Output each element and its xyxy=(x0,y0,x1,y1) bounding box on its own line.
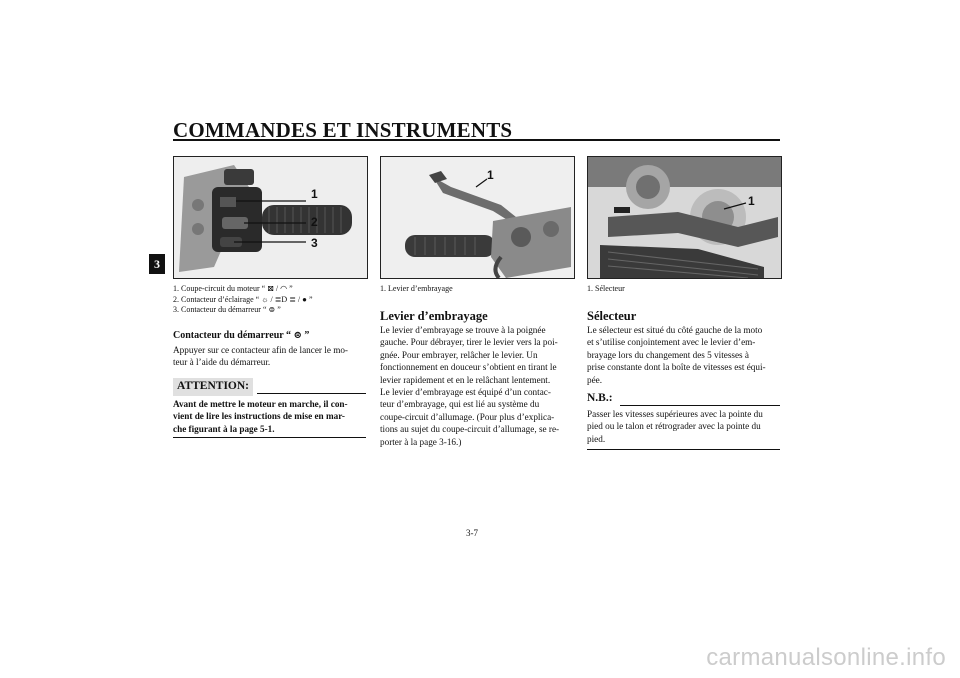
nb-label: N.B.: xyxy=(587,392,613,404)
page-number: 3-7 xyxy=(466,528,478,538)
handlebar-switches-illustration xyxy=(174,157,367,278)
clutch-body-text: Le levier d’embrayage se trouve à la poignée gauche. Pour débrayer, tirer le levier vers la poi- gnée. Pour embrayer, relâcher le levier. Un fonctionnement en douceur s’obtient en tirant le levier rapidement et en le relâchant lentement. Le levier d’embrayage est équipé d’un contac- teur d’embrayage, qui est lié au système du coupe-circuit d’allumage. (Pour plus d’explica- tions au sujet du coupe-circuit d’allumage, se re- porter à la page 3-16.) xyxy=(380,325,560,447)
callout-1: 1 xyxy=(311,187,318,201)
attention-label-box xyxy=(173,378,253,396)
shift-pedal-illustration xyxy=(588,157,781,278)
clutch-lever-illustration xyxy=(381,157,574,278)
header-rule xyxy=(173,139,780,141)
nb-text: Passer les vitesses supérieures avec la pointe du pied ou le talon et rétrograder avec la pointe du pied. xyxy=(587,409,763,444)
figure-captions xyxy=(173,284,313,316)
attention-text: Avant de mettre le moteur en marche, il con- vient de lire les instructions de mise en mar- che figurant à la page 5-1. xyxy=(173,399,348,434)
callout-3: 3 xyxy=(311,236,318,250)
chapter-tab: 3 xyxy=(149,254,165,274)
section-heading-starter: Contacteur du démarreur “ ⊜ ” xyxy=(173,330,310,341)
section-heading-selector: Sélecteur xyxy=(587,309,637,323)
caption-item: 1. Coupe-circuit du moteur “ ⊠ / ◠ ” xyxy=(173,284,293,293)
starter-body-text: Appuyer sur ce contacteur afin de lancer le mo- teur à l’aide du démarreur. xyxy=(173,345,348,368)
selector-body-text: Le sélecteur est situé du côté gauche de la moto et s’utilise conjointement avec le levier d’em- brayage lors du changement des 5 vitesses à prise constante dont la boîte de vitesses est équi- pée. xyxy=(587,325,766,385)
clutch-lever-figure xyxy=(380,156,575,279)
figure-captions xyxy=(587,284,625,295)
nb-rule xyxy=(620,405,780,406)
attention-label: ATTENTION: xyxy=(177,380,249,392)
caption-item: 1. Levier d’embrayage xyxy=(380,284,453,293)
figure-captions xyxy=(380,284,453,295)
section-heading-clutch: Levier d’embrayage xyxy=(380,309,488,323)
caption-item: 2. Contacteur d’éclairage “ ☼ / ≣D ≣ / ● ” xyxy=(173,294,313,304)
caption-item: 1. Sélecteur xyxy=(587,284,625,293)
handlebar-switches-figure xyxy=(173,156,368,279)
nb-bottom-rule xyxy=(587,449,780,450)
attention-bottom-rule xyxy=(173,437,366,438)
callout-1: 1 xyxy=(748,194,755,208)
callout-1: 1 xyxy=(487,168,494,182)
watermark: carmanualsonline.info xyxy=(706,644,946,671)
callout-2: 2 xyxy=(311,215,318,229)
page-title: COMMANDES ET INSTRUMENTS xyxy=(173,118,513,142)
attention-rule xyxy=(257,393,366,394)
caption-item: 3. Contacteur du démarreur “ ⊜ ” xyxy=(173,305,281,314)
shift-pedal-figure xyxy=(587,156,782,279)
